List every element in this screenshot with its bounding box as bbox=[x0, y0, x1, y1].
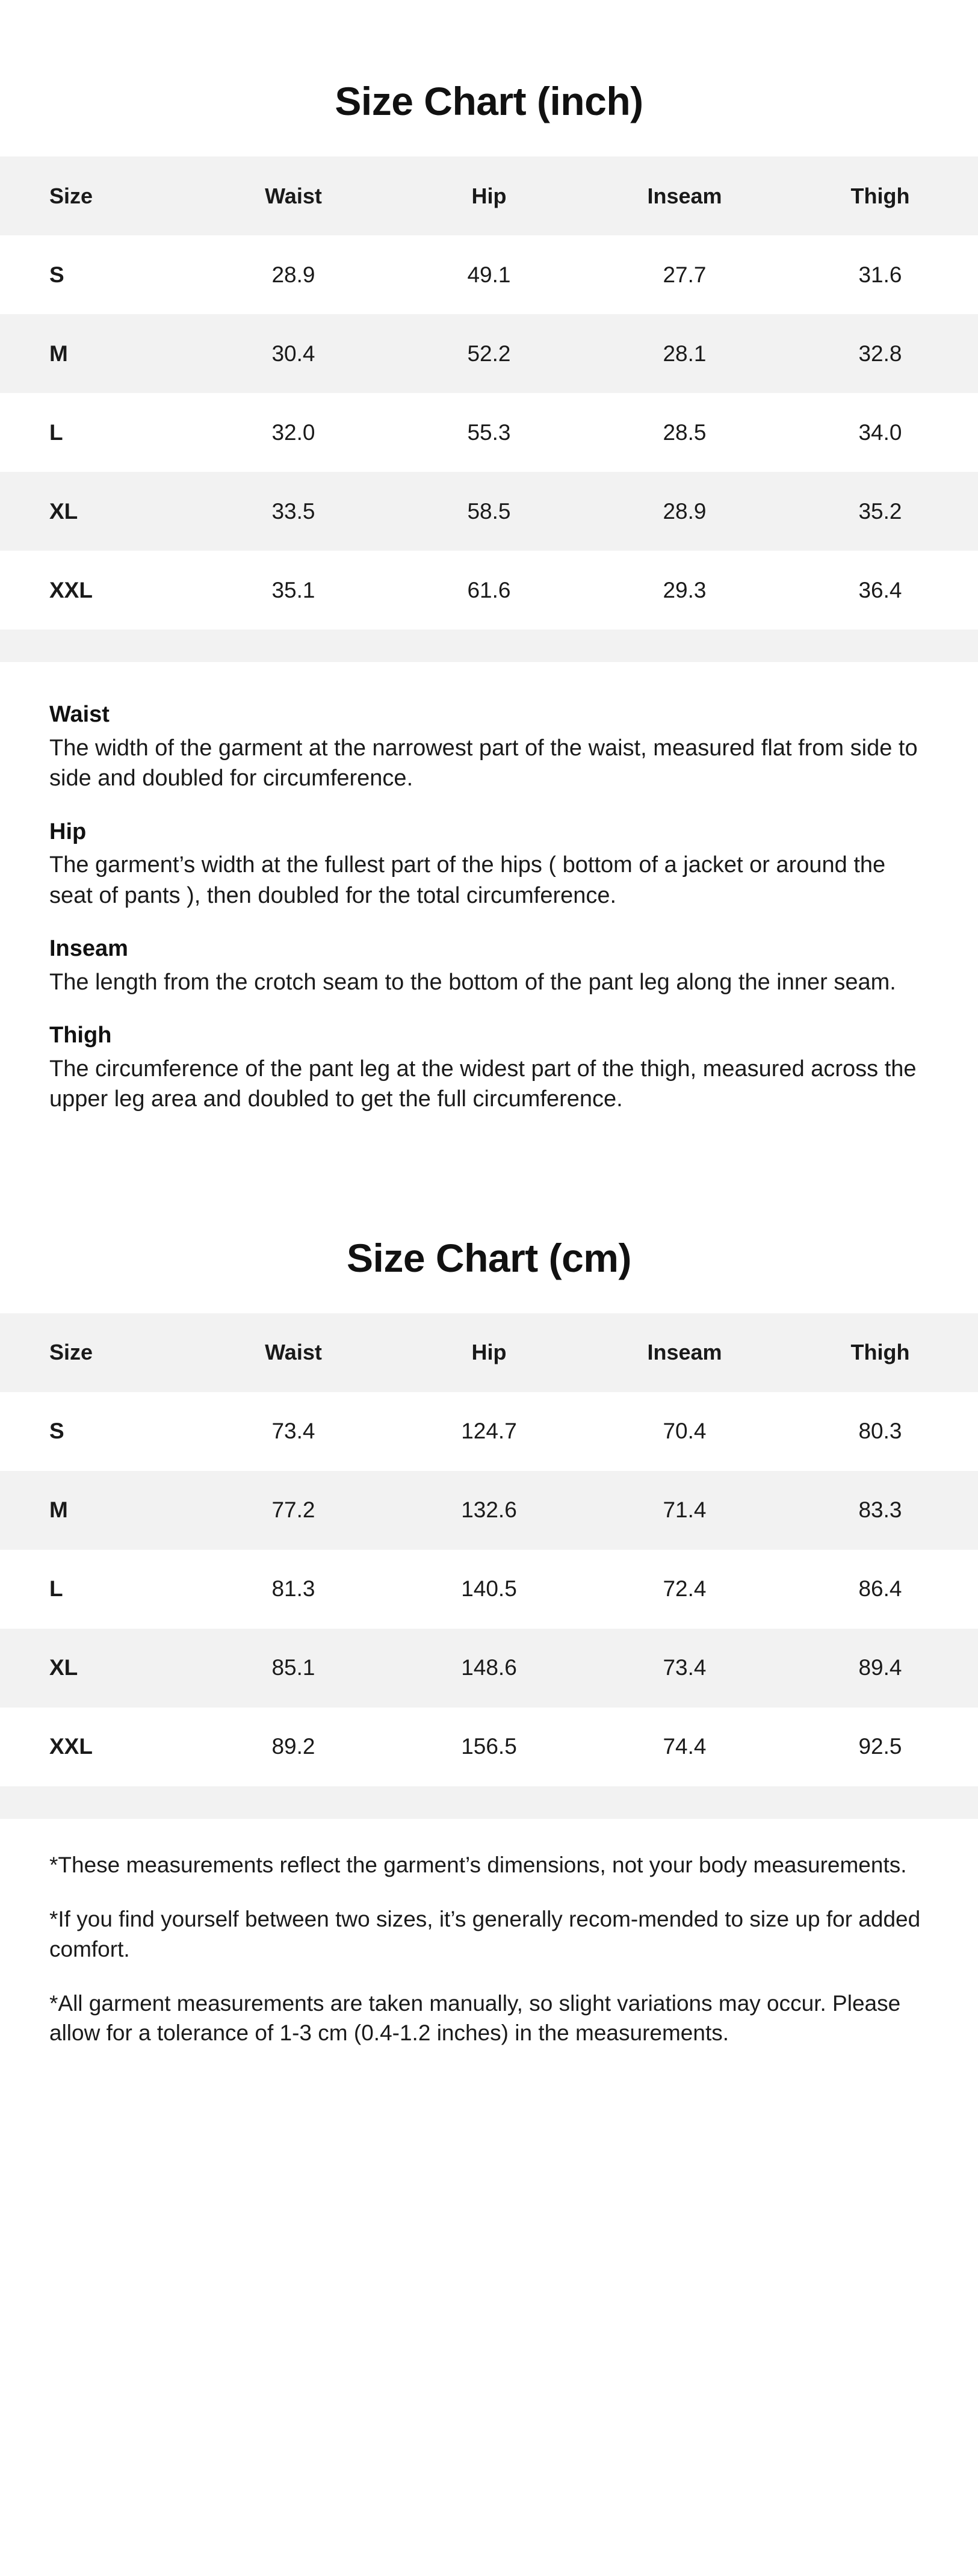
definition-term: Inseam bbox=[49, 936, 128, 962]
table-row bbox=[0, 1708, 978, 1786]
definition-text: The width of the garment at the narrowest part of the waist, measured flat from side to side and doubled for circumference. bbox=[49, 735, 918, 791]
column-header-waist: Waist bbox=[265, 1340, 322, 1365]
cell-thigh: 31.6 bbox=[858, 262, 902, 287]
page-title-inch: Size Chart (inch) bbox=[335, 79, 643, 123]
cell-waist: 73.4 bbox=[271, 1419, 315, 1444]
table-header-row bbox=[0, 156, 978, 235]
cell-waist: 28.9 bbox=[271, 262, 315, 287]
cell-size: XL bbox=[49, 498, 78, 524]
cell-inseam: 74.4 bbox=[663, 1734, 707, 1759]
definition-thigh bbox=[49, 1021, 929, 1115]
cell-thigh: 89.4 bbox=[858, 1655, 902, 1680]
table-row bbox=[0, 314, 978, 393]
cell-inseam: 73.4 bbox=[663, 1655, 707, 1680]
column-header-hip: Hip bbox=[471, 1340, 507, 1365]
cell-inseam: 28.5 bbox=[663, 420, 707, 445]
cell-hip: 49.1 bbox=[467, 262, 511, 287]
cell-hip: 156.5 bbox=[461, 1734, 517, 1759]
cell-thigh: 36.4 bbox=[858, 577, 902, 602]
column-header-waist: Waist bbox=[265, 183, 322, 208]
table-row bbox=[0, 472, 978, 551]
cell-waist: 32.0 bbox=[271, 420, 315, 445]
cell-inseam: 29.3 bbox=[663, 577, 707, 602]
cell-hip: 58.5 bbox=[467, 498, 511, 524]
cell-size: XL bbox=[49, 1655, 78, 1680]
cell-inseam: 28.9 bbox=[663, 498, 707, 524]
page-title-cm: Size Chart (cm) bbox=[347, 1235, 631, 1280]
section-divider-band bbox=[0, 1786, 978, 1819]
cell-thigh: 80.3 bbox=[858, 1419, 902, 1444]
cell-thigh: 92.5 bbox=[858, 1734, 902, 1759]
cell-size: XXL bbox=[49, 1734, 93, 1759]
column-header-size: Size bbox=[49, 1340, 93, 1365]
cell-size: L bbox=[49, 1576, 63, 1602]
definition-waist bbox=[49, 701, 929, 794]
cell-inseam: 28.1 bbox=[663, 341, 707, 366]
table-row bbox=[0, 235, 978, 314]
table-row bbox=[0, 1471, 978, 1550]
column-header-inseam: Inseam bbox=[647, 183, 722, 208]
cell-waist: 33.5 bbox=[271, 498, 315, 524]
cell-size: XXL bbox=[49, 577, 93, 602]
size-table-cm bbox=[0, 1313, 978, 1786]
definition-term: Hip bbox=[49, 819, 87, 844]
cell-thigh: 32.8 bbox=[858, 341, 902, 366]
cell-size: M bbox=[49, 341, 68, 366]
cell-inseam: 72.4 bbox=[663, 1576, 707, 1602]
cell-waist: 89.2 bbox=[271, 1734, 315, 1759]
table-header-row bbox=[0, 1313, 978, 1392]
footnote: *These measurements reflect the garment’s dimensions, not your body measurements. bbox=[49, 1852, 907, 1877]
cell-thigh: 86.4 bbox=[858, 1576, 902, 1602]
cell-size: M bbox=[49, 1497, 68, 1523]
cell-thigh: 83.3 bbox=[858, 1497, 902, 1523]
column-header-inseam: Inseam bbox=[647, 1340, 722, 1365]
size-table-inch bbox=[0, 156, 978, 630]
cell-inseam: 71.4 bbox=[663, 1497, 707, 1523]
cell-hip: 52.2 bbox=[467, 341, 511, 366]
cell-hip: 148.6 bbox=[461, 1655, 517, 1680]
cell-waist: 30.4 bbox=[271, 341, 315, 366]
table-row bbox=[0, 551, 978, 630]
column-header-hip: Hip bbox=[471, 183, 507, 208]
cell-hip: 132.6 bbox=[461, 1497, 517, 1523]
section-divider-band bbox=[0, 630, 978, 662]
cell-waist: 35.1 bbox=[271, 577, 315, 602]
definition-text: The garment’s width at the fullest part of the hips ( bottom of a jacket or around the seat of pants ), then doubled for the total circumference. bbox=[49, 852, 886, 908]
footnote: *All garment measurements are taken manually, so slight variations may occur. Please allow for a tolerance of 1-3 cm (0.4-1.2 inches) in the measurements. bbox=[49, 1990, 901, 2046]
definition-text: The circumference of the pant leg at the widest part of the thigh, measured across the upper leg area and doubled to get the full circumference. bbox=[49, 1056, 917, 1112]
cell-hip: 124.7 bbox=[461, 1419, 517, 1444]
cell-hip: 140.5 bbox=[461, 1576, 517, 1602]
table-row bbox=[0, 1629, 978, 1708]
footnote: *If you find yourself between two sizes, it’s generally recom-mended to size up for added comfort. bbox=[49, 1906, 921, 1961]
definition-text: The length from the crotch seam to the bottom of the pant leg along the inner seam. bbox=[49, 969, 896, 995]
cell-inseam: 27.7 bbox=[663, 262, 707, 287]
measurement-definitions bbox=[0, 662, 978, 1115]
cell-thigh: 35.2 bbox=[858, 498, 902, 524]
cell-waist: 77.2 bbox=[271, 1497, 315, 1523]
cell-thigh: 34.0 bbox=[858, 420, 902, 445]
cell-hip: 55.3 bbox=[467, 420, 511, 445]
cell-hip: 61.6 bbox=[467, 577, 511, 602]
table-row bbox=[0, 393, 978, 472]
cell-inseam: 70.4 bbox=[663, 1419, 707, 1444]
column-header-thigh: Thigh bbox=[850, 1340, 910, 1365]
cell-size: L bbox=[49, 420, 63, 445]
column-header-thigh: Thigh bbox=[850, 183, 910, 208]
cell-waist: 85.1 bbox=[271, 1655, 315, 1680]
table-row bbox=[0, 1392, 978, 1471]
cell-size: S bbox=[49, 262, 64, 287]
cell-waist: 81.3 bbox=[271, 1576, 315, 1602]
table-row bbox=[0, 1550, 978, 1629]
definition-term: Waist bbox=[49, 702, 110, 727]
definition-term: Thigh bbox=[49, 1023, 112, 1048]
definition-inseam bbox=[49, 935, 929, 997]
column-header-size: Size bbox=[49, 183, 93, 208]
definition-hip bbox=[49, 818, 929, 911]
cell-size: S bbox=[49, 1419, 64, 1444]
footnotes bbox=[0, 1819, 978, 2091]
